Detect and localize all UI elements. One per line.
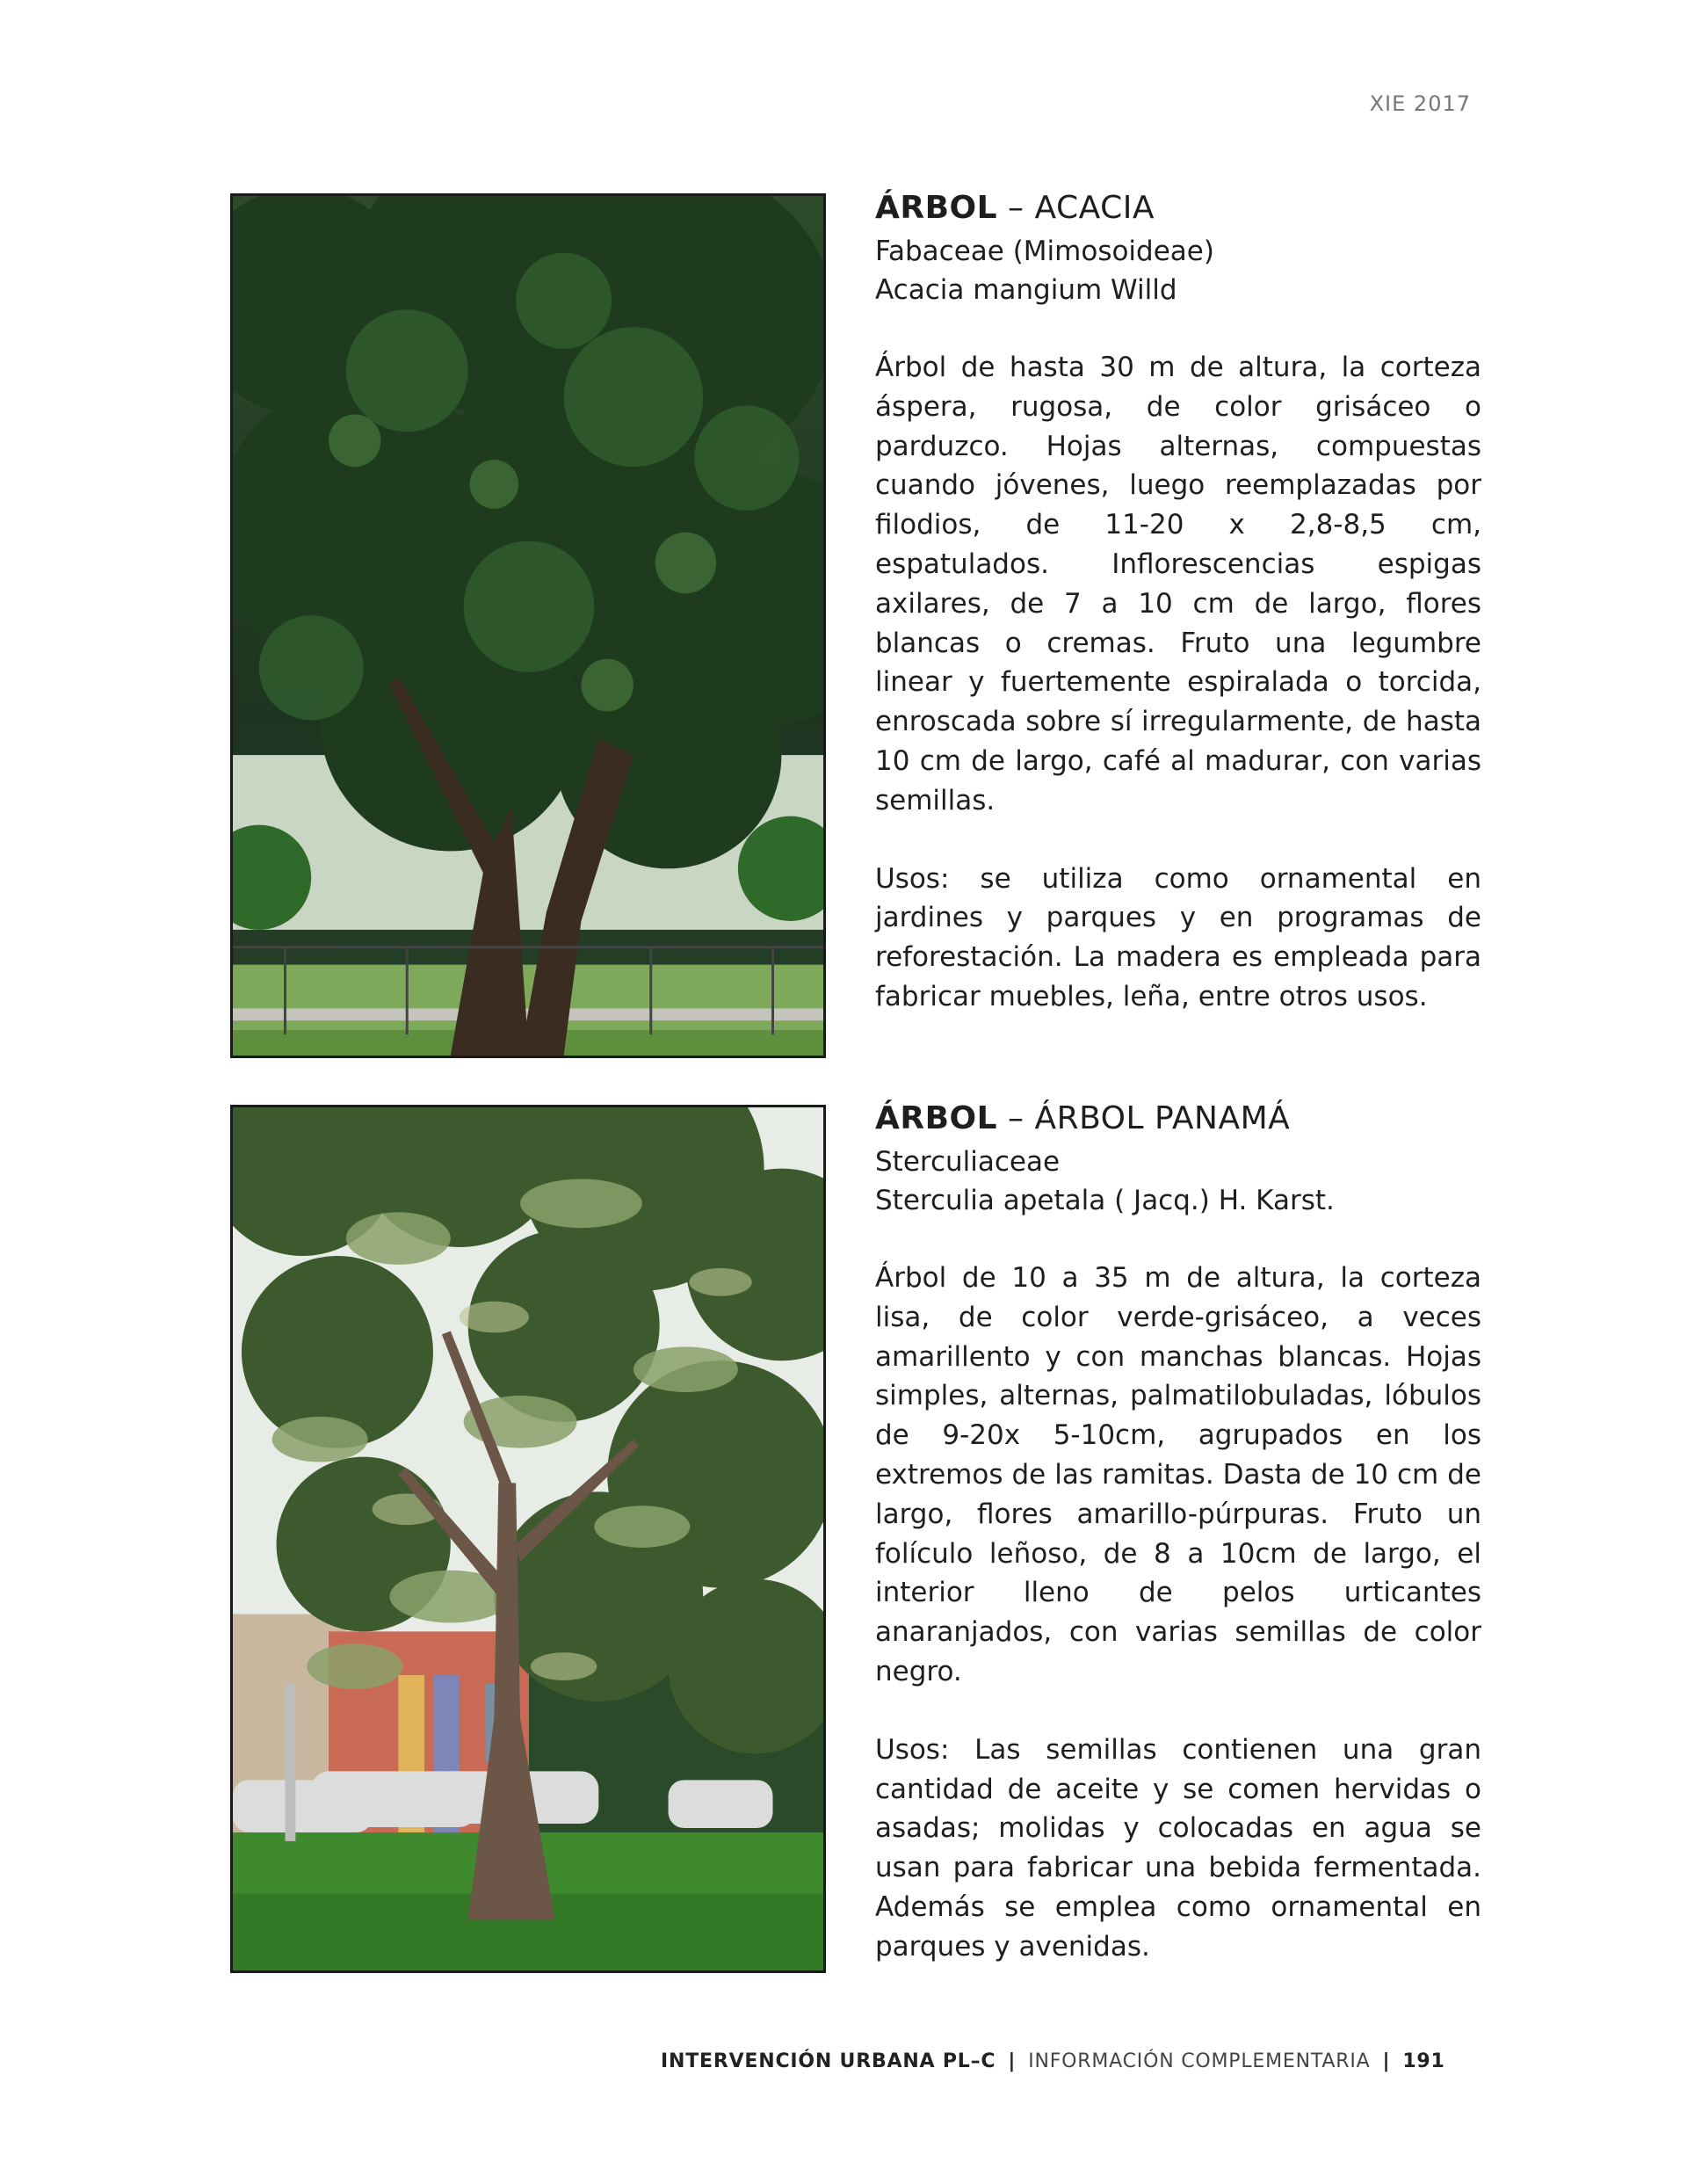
species-description: Árbol de 10 a 35 m de altura, la corteza lisa, de color verde-grisáceo, a veces amarillento y con manchas blancas. Hojas simples, alternas, palmatilobuladas, lóbulos de 9-20x 5-10cm, agrupados en los extremos de las ramitas. Dasta de 10 cm de largo, flores amarillo-púrpuras. Fruto un folículo leñoso, de 8 a 10cm de largo, el interior lleno de pelos urticantes anaranjados, con varias semillas de color negro. xyxy=(875,1262,1481,1687)
species-family: Sterculiaceae xyxy=(875,1146,1061,1178)
title-bold: ÁRBOL xyxy=(875,190,998,226)
footer-separator: | xyxy=(1008,2050,1017,2072)
footer-separator: | xyxy=(1382,2050,1391,2072)
panama-tree-photo xyxy=(230,1105,826,1973)
acacia-tree-photo xyxy=(230,193,826,1058)
title-name: – ACACIA xyxy=(997,190,1155,226)
species-description: Árbol de hasta 30 m de altura, la corteza áspera, rugosa, de color grisáceo o parduzco. Hojas alternas, compuestas cuando jóvenes, luego reemplazadas por filodios, de 11-20 x 2,8-8,5 cm, espatulados. Inflorescencias espigas axilares, de 7 a 10 cm de largo, flores blancas o cremas. Fruto una legumbre linear y fuertemente espiralada o torcida, enroscada sobre sí irregularmente, de hasta 10 cm de largo, café al madurar, con varias semillas. xyxy=(875,352,1481,816)
footer-section: INFORMACIÓN COMPLEMENTARIA xyxy=(1028,2050,1371,2072)
page-footer xyxy=(661,2050,1469,2072)
species-title xyxy=(875,1099,1481,1139)
title-name: – ÁRBOL PANAMÁ xyxy=(997,1100,1291,1136)
footer-project: INTERVENCIÓN URBANA PL–C xyxy=(661,2050,996,2072)
species-uses: Usos: Las semillas contienen una gran cantidad de aceite y se comen hervidas o asadas; molidas y colocadas en agua se usan para fabricar una bebida fermentada. Además se emplea como ornamental en parques y avenidas. xyxy=(875,1733,1481,1963)
publication-code: XIE 2017 xyxy=(1369,91,1471,116)
species-uses: Usos: se utiliza como ornamental en jardines y parques y en programas de reforestación. La madera es empleada para fabricar muebles, leña, entre otros usos. xyxy=(875,862,1481,1012)
species-title xyxy=(875,188,1481,229)
species-entry-panama xyxy=(875,1099,1481,1967)
page-number: 191 xyxy=(1402,2050,1445,2072)
species-entry-acacia xyxy=(875,188,1481,1017)
species-scientific-name: Acacia mangium Willd xyxy=(875,274,1177,306)
species-family: Fabaceae (Mimosoideae) xyxy=(875,236,1214,267)
title-bold: ÁRBOL xyxy=(875,1100,998,1136)
species-scientific-name: Sterculia apetala ( Jacq.) H. Karst. xyxy=(875,1185,1335,1216)
